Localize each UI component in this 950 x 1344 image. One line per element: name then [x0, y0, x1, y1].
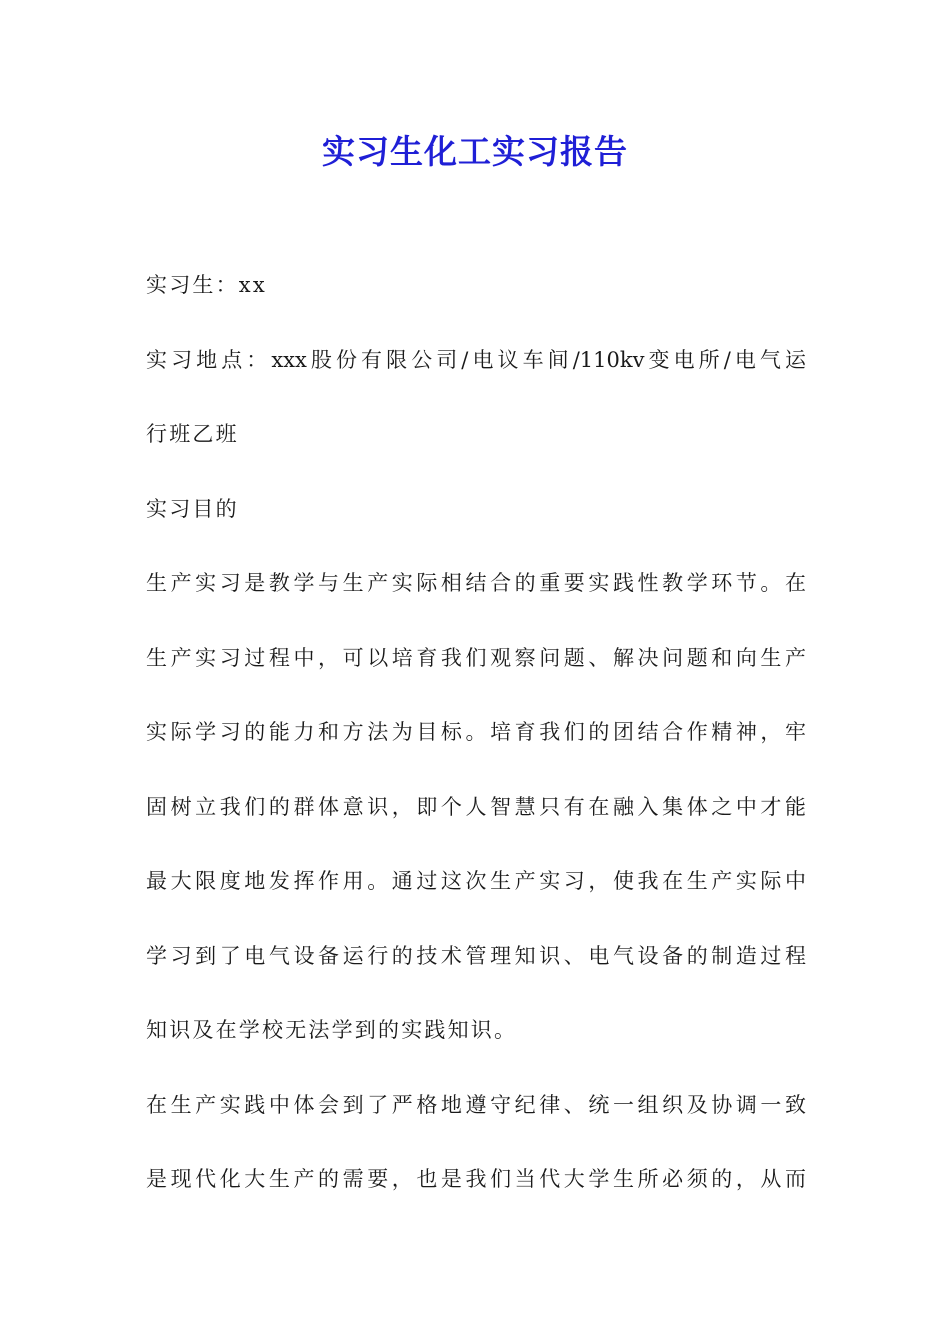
paragraph-line-last: 知识及在学校无法学到的实践知识。 [146, 1018, 518, 1042]
document-title: 实习生化工实习报告 [322, 132, 628, 171]
paragraph-line: 在生产实践中体会到了严格地遵守纪律、统一组织及协调一致 [146, 1092, 806, 1117]
paragraph-line: 最大限度地发挥作用。通过这次生产实习，使我在生产实际中 [146, 869, 806, 893]
document-body [146, 262, 806, 1231]
text-line-intern: 实习生：xx [146, 273, 267, 297]
paragraph-line: 固树立我们的群体意识，即个人智慧只有在融入集体之中才能 [146, 794, 806, 819]
text-line-location-cont: 行班乙班 [146, 422, 239, 446]
paragraph-line: 生产实习过程中，可以培育我们观察问题、解决问题和向生产 [146, 645, 806, 670]
text-line-location: 实习地点：xxx股份有限公司/电议车间/110kv变电所/电气运 [146, 347, 806, 372]
paragraph-line: 生产实习是教学与生产实际相结合的重要实践性教学环节。在 [146, 571, 806, 595]
paragraph-line: 是现代化大生产的需要，也是我们当代大学生所必须的，从而 [146, 1167, 806, 1191]
paragraph-line: 学习到了电气设备运行的技术管理知识、电气设备的制造过程 [146, 943, 806, 968]
section-heading-purpose: 实习目的 [146, 496, 239, 521]
paragraph-line: 实际学习的能力和方法为目标。培育我们的团结合作精神，牢 [146, 720, 806, 744]
